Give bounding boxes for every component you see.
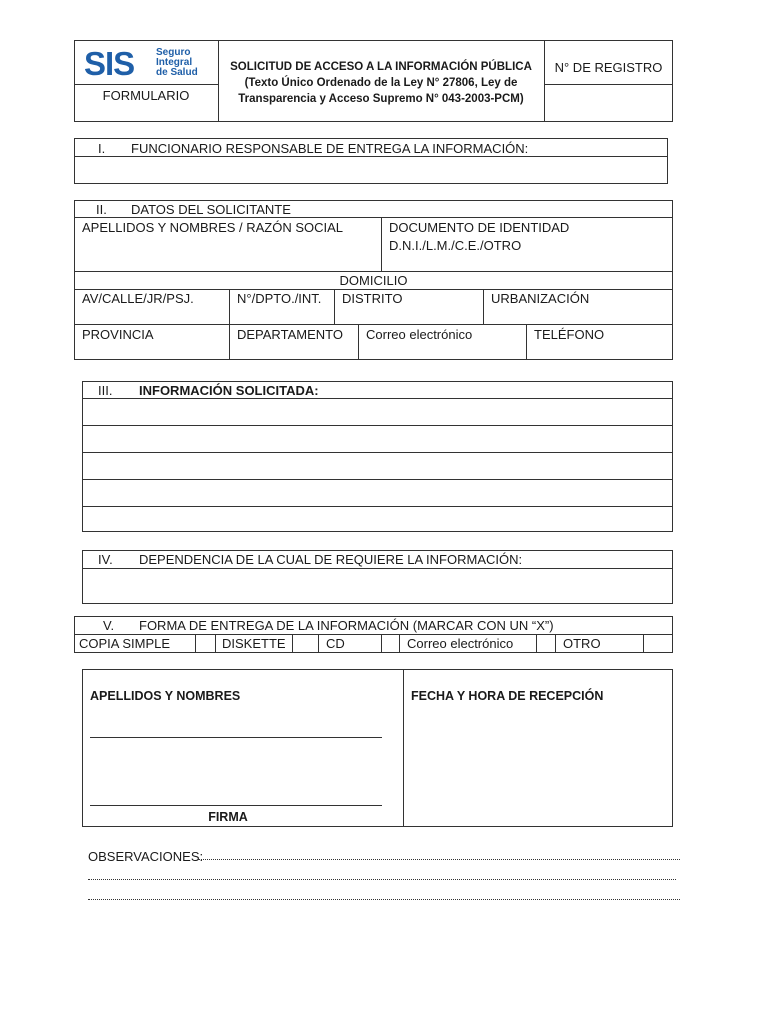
urbanizacion-label: URBANIZACIÓN [491, 291, 590, 306]
option-diskette-checkbox[interactable] [293, 635, 318, 652]
section-5-title: FORMA DE ENTREGA DE LA INFORMACIÓN (MARCAR CON UN “X”) [139, 618, 554, 633]
registro-field[interactable] [545, 85, 672, 121]
section-1-number: I. [98, 141, 106, 156]
section-4-title: DEPENDENCIA DE LA CUAL DE REQUIERE LA INFORMACIÓN: [139, 552, 523, 567]
option-otro-checkbox[interactable] [644, 635, 672, 652]
form-title-line1: SOLICITUD DE ACCESO A LA INFORMACIÓN PÚBLICA [230, 61, 532, 73]
section-2-number: II. [96, 202, 107, 217]
form-title-line3: Transparencia y Acceso Supremo N° 043-2003-PCM) [238, 93, 524, 105]
informacion-line-4[interactable] [83, 480, 672, 506]
documento-label: DOCUMENTO DE IDENTIDAD [389, 220, 570, 235]
observaciones-line-2[interactable] [88, 866, 676, 880]
apellidos-signature-line[interactable] [90, 737, 382, 738]
av-calle-label: AV/CALLE/JR/PSJ. [82, 291, 194, 306]
firma-label: FIRMA [208, 810, 248, 824]
section-1-title: FUNCIONARIO RESPONSABLE DE ENTREGA LA INFORMACIÓN: [131, 141, 529, 156]
logo-sub-3: de Salud [156, 67, 198, 78]
documento-tipos-label: D.N.I./L.M./C.E./OTRO [389, 238, 522, 253]
observaciones-label: OBSERVACIONES: [88, 849, 204, 864]
section-3-title: INFORMACIÓN SOLICITADA: [139, 383, 319, 398]
section-3-number: III. [98, 383, 113, 398]
departamento-label: DEPARTAMENTO [237, 327, 343, 342]
provincia-label: PROVINCIA [82, 327, 154, 342]
option-otro-label: OTRO [563, 636, 601, 651]
logo-sub-1: Seguro [156, 47, 191, 58]
section-4-number: IV. [98, 552, 113, 567]
firma-signature-line[interactable] [90, 805, 382, 806]
logo-sub-2: Integral [156, 57, 193, 68]
informacion-line-3[interactable] [83, 453, 672, 479]
registro-label: N° DE REGISTRO [554, 60, 663, 75]
option-diskette-label: DISKETTE [222, 636, 286, 651]
observaciones-line-1[interactable] [198, 846, 680, 860]
telefono-label: TELÉFONO [534, 327, 605, 342]
section-2-title: DATOS DEL SOLICITANTE [131, 202, 291, 217]
option-cd-checkbox[interactable] [382, 635, 399, 652]
numero-label: N°/DPTO./INT. [237, 291, 322, 306]
apellidos-label: APELLIDOS Y NOMBRES / RAZÓN SOCIAL [82, 220, 344, 235]
sis-logo [84, 46, 208, 82]
distrito-label: DISTRITO [342, 291, 403, 306]
section-5-number: V. [103, 618, 115, 633]
option-cd-label: CD [326, 636, 345, 651]
informacion-line-1[interactable] [83, 399, 672, 425]
informacion-line-2[interactable] [83, 426, 672, 452]
dependencia-field[interactable] [83, 569, 672, 603]
fecha-hora-label: FECHA Y HORA DE RECEPCIÓN [411, 689, 604, 703]
formulario-label: FORMULARIO [102, 88, 190, 103]
funcionario-field[interactable] [75, 157, 667, 183]
informacion-line-5[interactable] [83, 507, 672, 531]
form-title-line2: (Texto Único Ordenado de la Ley N° 27806, Ley de [244, 77, 518, 89]
logo-text: SIS [84, 45, 135, 82]
option-correo-checkbox[interactable] [537, 635, 555, 652]
observaciones-line-3[interactable] [88, 886, 680, 900]
option-copia-simple-checkbox[interactable] [196, 635, 215, 652]
option-copia-simple-label: COPIA SIMPLE [79, 636, 171, 651]
correo-label: Correo electrónico [366, 327, 473, 342]
option-correo-label: Correo electrónico [407, 636, 514, 651]
signature-apellidos-label: APELLIDOS Y NOMBRES [90, 689, 241, 703]
domicilio-label: DOMICILIO [339, 273, 408, 288]
